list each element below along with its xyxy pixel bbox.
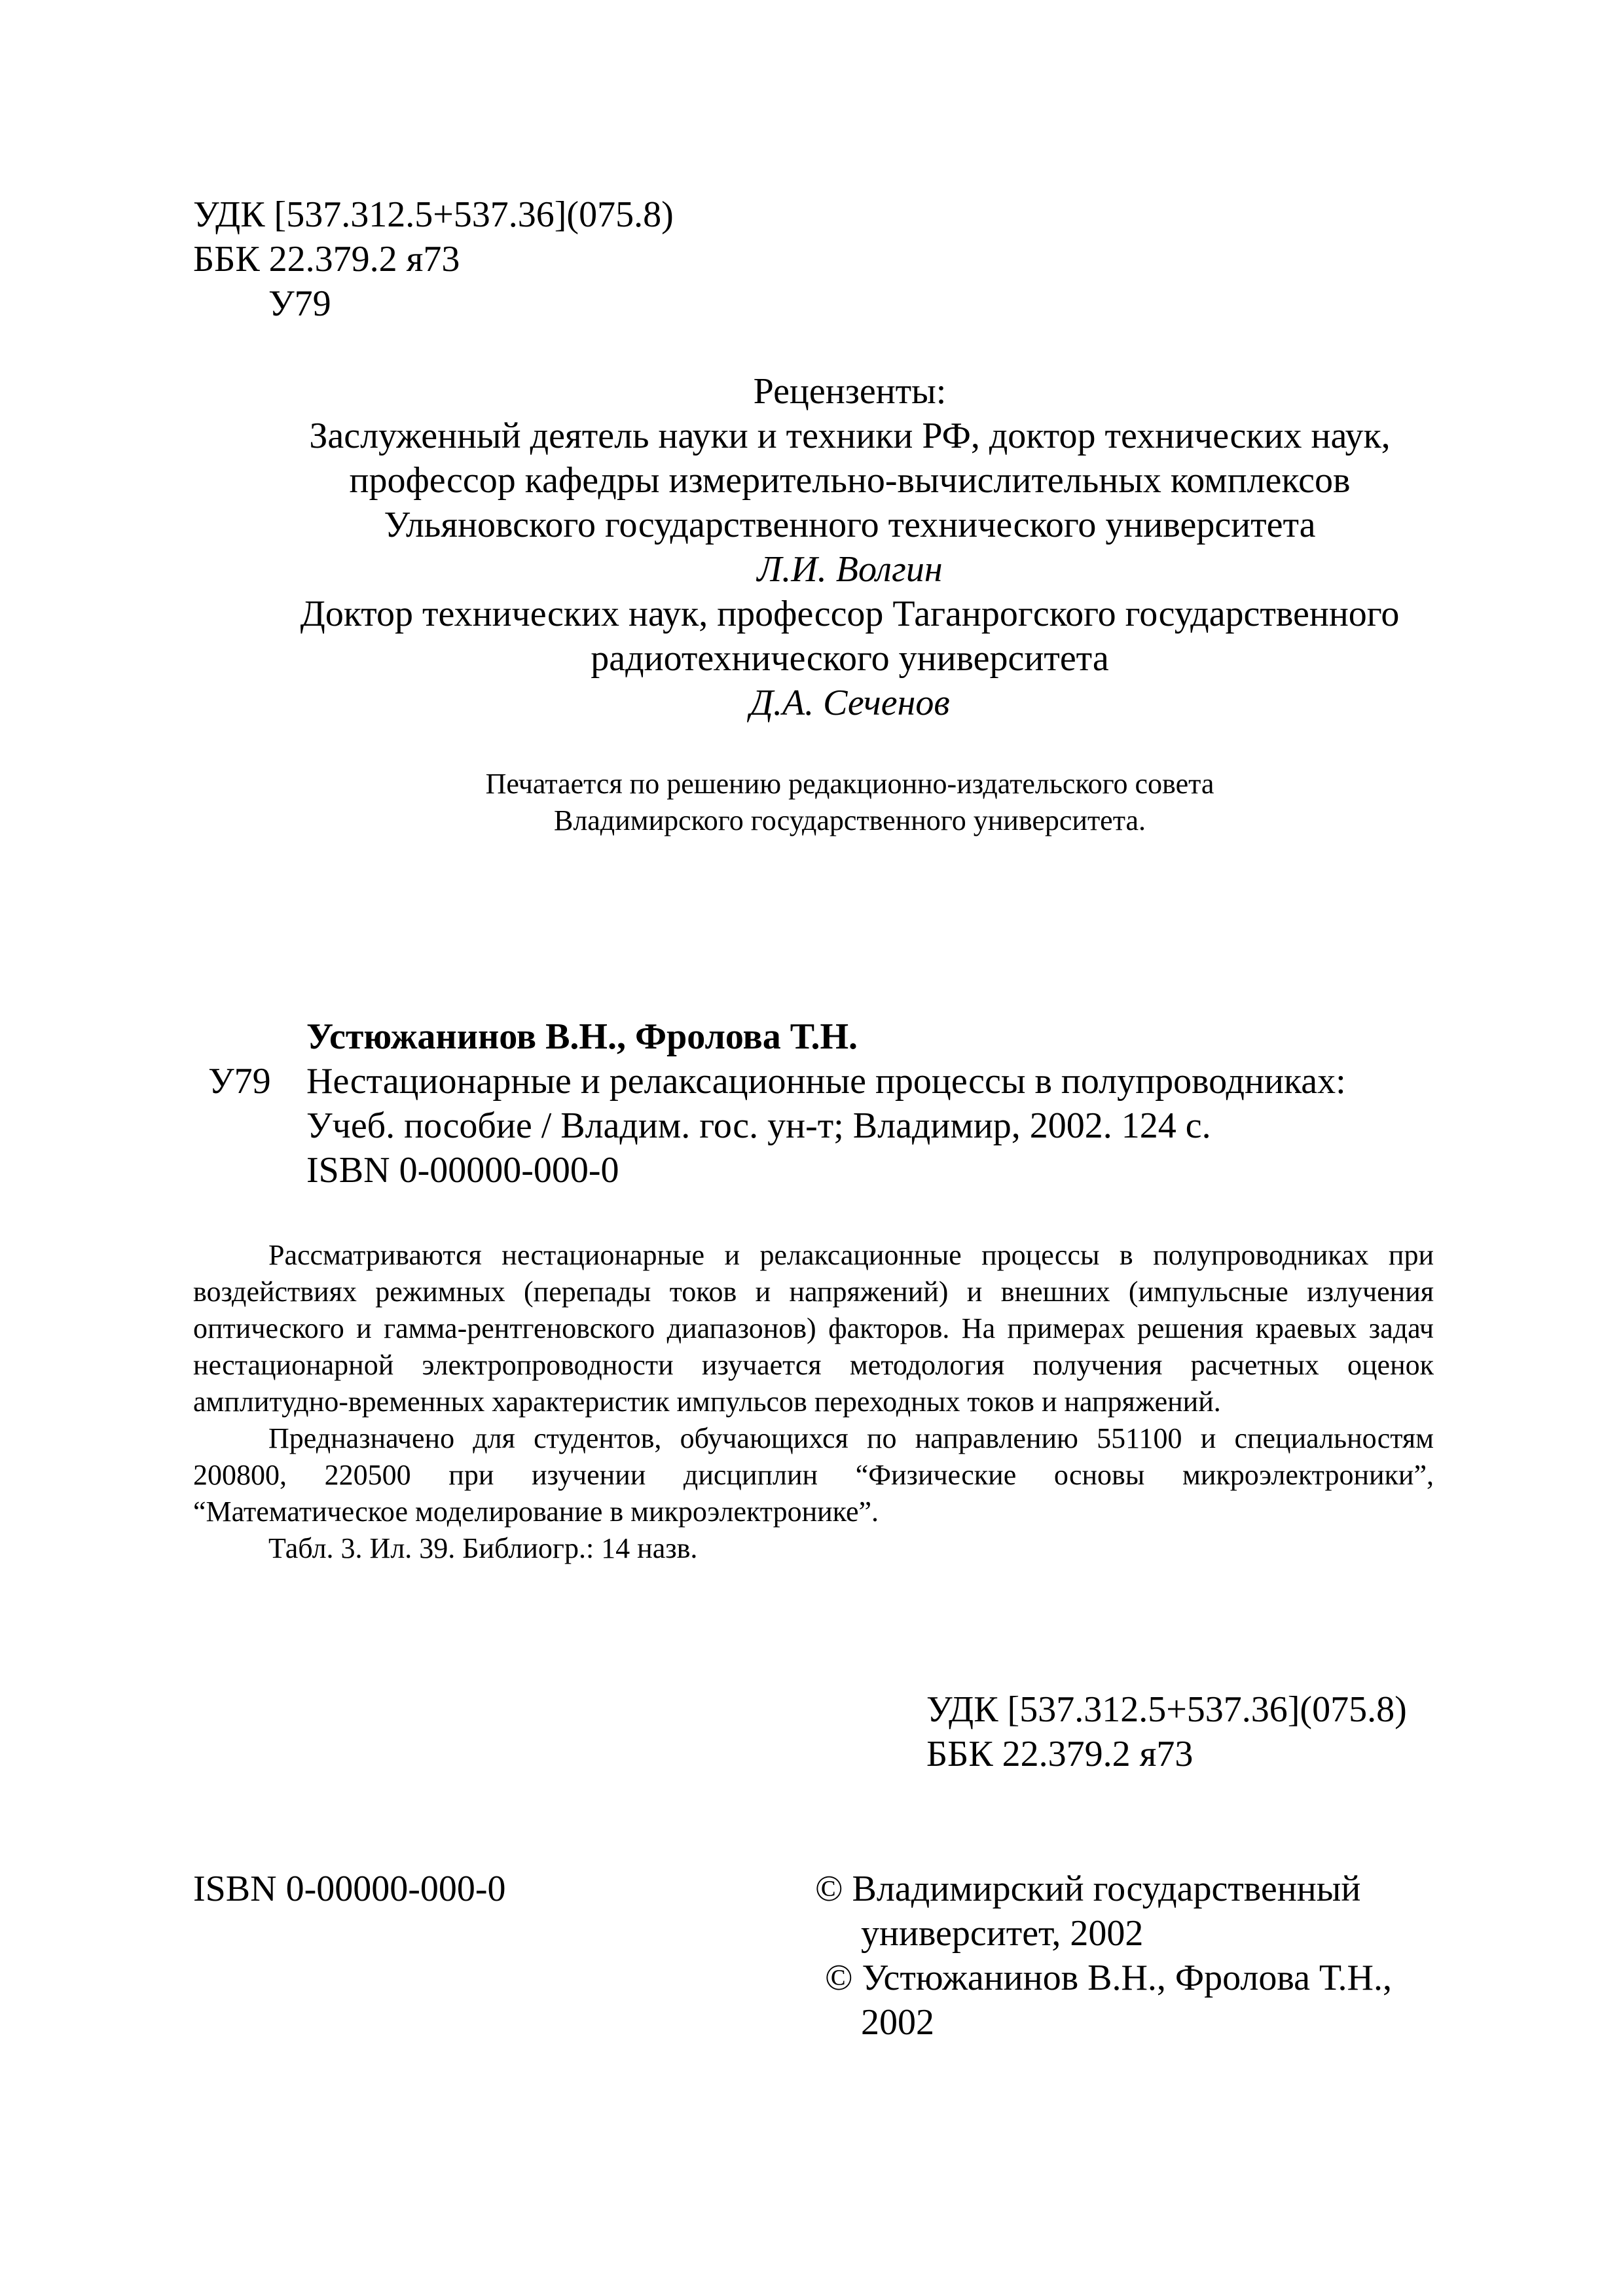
- reviewer2-line2: радиотехнического университета: [591, 638, 1109, 679]
- reviewers-heading: Рецензенты:: [753, 371, 947, 412]
- annotation: [193, 1237, 1434, 1567]
- approval-line2: Владимирского государственного университета.: [553, 804, 1146, 836]
- reviewer1-line3: Ульяновского государственного технического университета: [384, 505, 1316, 545]
- reviewer1-name: Л.И. Волгин: [757, 549, 943, 590]
- udk-top: УДК [537.312.5+537.36](075.8): [193, 194, 674, 235]
- reviewer2-line1: Доктор технических наук, профессор Таганрогского государственного: [300, 594, 1400, 634]
- approval-note: [195, 766, 1504, 839]
- record-isbn: ISBN 0-00000-000-0: [306, 1150, 619, 1191]
- approval-line1: Печатается по решению редакционно-издательского совета: [485, 768, 1214, 800]
- copyright-authors-line1: © Устюжанинов В.Н., Фролова Т.Н.,: [825, 1958, 1392, 1998]
- copyright-university-line2: университет, 2002: [861, 1913, 1144, 1954]
- annotation-paragraph-3: Табл. 3. Ил. 39. Библиогр.: 14 назв.: [268, 1532, 698, 1564]
- record-title: Нестационарные и релаксационные процессы в полупроводниках:: [306, 1061, 1346, 1102]
- footer-isbn: ISBN 0-00000-000-0: [193, 1869, 506, 1909]
- bbk-bottom: ББК 22.379.2 я73: [926, 1734, 1194, 1774]
- annotation-paragraph-2: Предназначено для студентов, обучающихся по направлению 551100 и специальностям 200800, 220500 при изучении дисциплин “Физические основы микроэлектроники”, “Математическое моделирование в микроэлектронике”.: [193, 1422, 1434, 1528]
- bbk-top: ББК 22.379.2 я73: [193, 239, 460, 279]
- udk-bottom: УДК [537.312.5+537.36](075.8): [926, 1689, 1407, 1730]
- reviewer2-name: Д.А. Сеченов: [750, 683, 950, 723]
- reviewer1-line2: профессор кафедры измерительно-вычислительных комплексов: [349, 460, 1351, 501]
- reviewers-block: [195, 369, 1504, 725]
- authors: Устюжанинов В.Н., Фролова Т.Н.: [306, 1016, 858, 1057]
- annotation-paragraph-1: Рассматриваются нестационарные и релаксационные процессы в полупроводниках при воздействиях режимных (перепады токов и напряжений) и внешних (импульсные излучения оптического и гамма-рентгеновского диапазонов) факторов. На примерах решения краевых задач нестационарной электропроводности изучается методология получения расчетных оценок амплитудно-временных характеристик импульсов переходных токов и напряжений.: [193, 1239, 1434, 1418]
- author-mark-record: У79: [208, 1061, 271, 1102]
- author-mark-top: У79: [268, 283, 331, 324]
- reviewer1-line1: Заслуженный деятель науки и техники РФ, доктор технических наук,: [309, 416, 1391, 456]
- copyright-university-line1: © Владимирский государственный: [815, 1869, 1361, 1909]
- copyright-authors-line2: 2002: [861, 2002, 934, 2043]
- record-publication: Учеб. пособие / Владим. гос. ун-т; Владимир, 2002. 124 с.: [306, 1105, 1211, 1146]
